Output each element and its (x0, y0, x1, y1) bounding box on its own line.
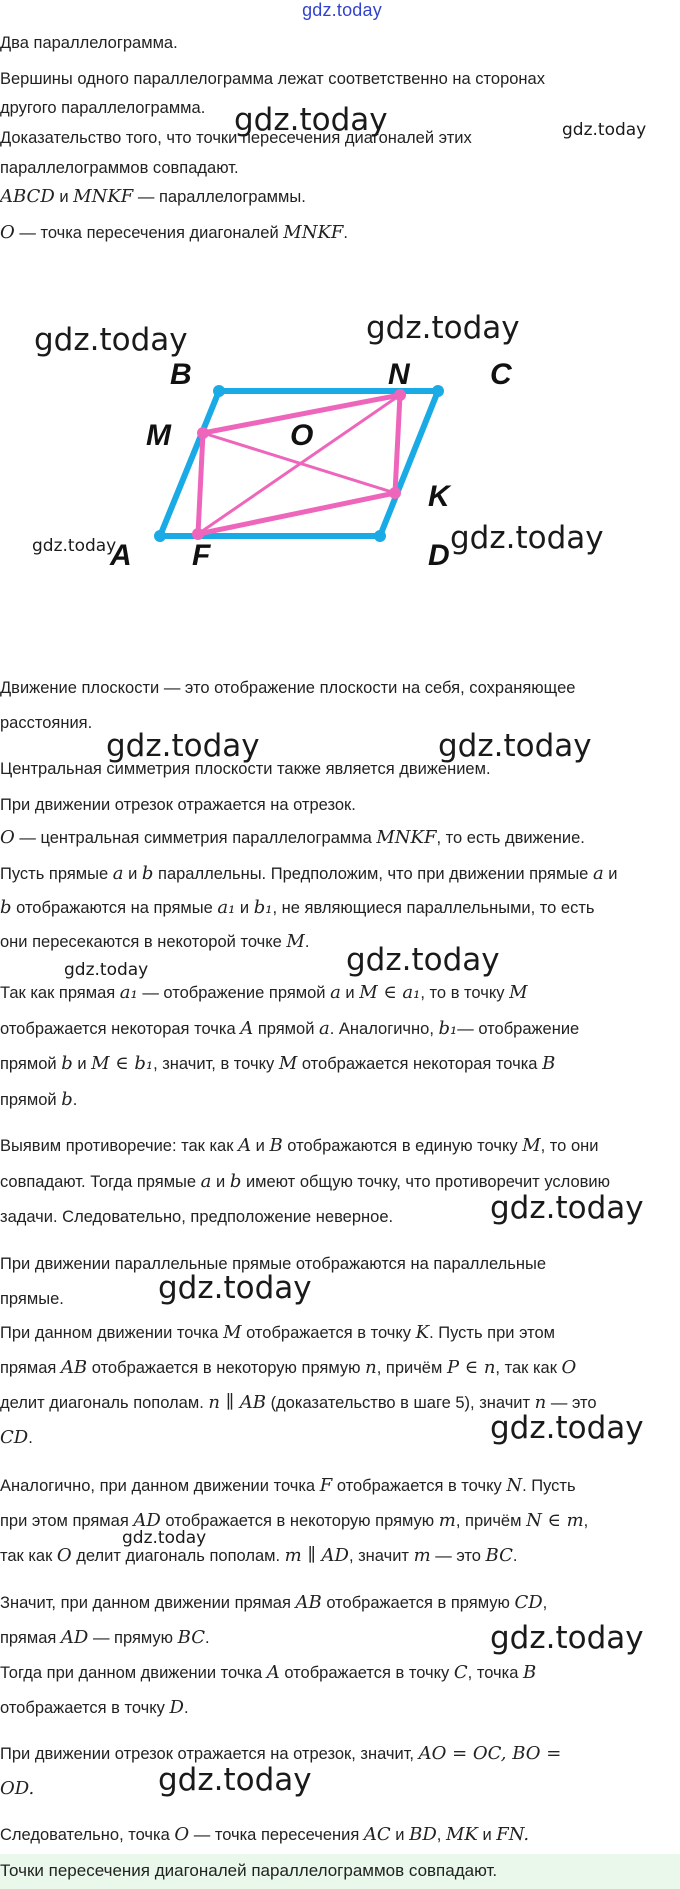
label-O: O (290, 419, 314, 452)
problem-text-line: Доказательство того, что точки пересечения диагоналей этих (0, 129, 472, 147)
inner-parallelogram (198, 395, 400, 534)
watermark: gdz.today (366, 310, 520, 346)
text-line: Аналогично, при данном движении точка F отображается в точку N. Пусть (0, 1475, 576, 1496)
text-line: CD. (0, 1427, 33, 1448)
label-N: N (388, 358, 410, 391)
given-line: ABCD и MNKF — параллелограммы. (0, 186, 306, 207)
label-F: F (192, 539, 211, 572)
text-line: прямая AB отображается в некоторую прямую n, причём P ∈ n, так как O (0, 1357, 577, 1378)
top-watermark: gdz.today (302, 0, 382, 20)
watermark: gdz.today (490, 1410, 644, 1446)
label-B: B (170, 358, 192, 391)
text-line: прямой b и M ∈ b₁, значит, в точку M отображается некоторая точка B (0, 1053, 556, 1074)
text-line: При движении отрезок отражается на отрезок, значит, AO = OC, BO = (0, 1743, 562, 1764)
text-line: расстояния. (0, 714, 93, 732)
watermark: gdz.today (234, 102, 388, 138)
watermark: gdz.today (562, 120, 647, 140)
text-line: Тогда при данном движении точка A отображается в точку C, точка B (0, 1662, 537, 1683)
given-line: O — точка пересечения диагоналей MNKF. (0, 222, 349, 243)
text-line: Центральная симметрия плоскости также является движением. (0, 760, 491, 778)
text-line: Значит, при данном движении прямая AB отображается в прямую CD, (0, 1592, 548, 1613)
text-line: Выявим противоречие: так как A и B отображаются в единую точку M, то они (0, 1135, 599, 1156)
text-line: прямая AD — прямую BC. (0, 1627, 210, 1648)
text-line: совпадают. Тогда прямые a и b имеют общую точку, что противоречит условию (0, 1171, 610, 1192)
text-line: прямые. (0, 1290, 64, 1308)
problem-text-line: параллелограммов совпадают. (0, 159, 239, 177)
text-line: Движение плоскости — это отображение плоскости на себя, сохраняющее (0, 679, 576, 697)
text-line: прямой b. (0, 1089, 78, 1110)
watermark: gdz.today (346, 942, 500, 978)
text-line: Так как прямая a₁ — отображение прямой a и M ∈ a₁, то в точку M (0, 982, 528, 1003)
label-C: C (490, 358, 512, 391)
watermark: gdz.today (450, 520, 604, 556)
watermark: gdz.today (490, 1620, 644, 1656)
problem-text-line: другого параллелограмма. (0, 99, 206, 117)
watermark: gdz.today (158, 1270, 312, 1306)
text-line: Следовательно, точка O — точка пересечения AC и BD, MK и FN. (0, 1824, 530, 1845)
watermark: gdz.today (122, 1528, 207, 1548)
text-line: делит диагональ пополам. n ∥ AB (доказательство в шаге 5), значит n — это (0, 1392, 597, 1413)
text-line: При данном движении точка M отображается в точку K. Пусть при этом (0, 1322, 556, 1343)
text-line: задачи. Следовательно, предположение неверное. (0, 1208, 394, 1226)
watermark: gdz.today (34, 322, 188, 358)
text-line: При движении параллельные прямые отображаются на параллельные (0, 1255, 547, 1273)
label-K: K (428, 480, 450, 513)
conclusion-box (0, 1854, 680, 1889)
text-line: отображается некоторая точка A прямой a. Аналогично, b₁— отображение (0, 1018, 580, 1039)
watermark: gdz.today (64, 960, 149, 980)
label-A: A (110, 539, 132, 572)
problem-title: Два параллелограмма. (0, 34, 178, 52)
text-line: при этом прямая AD отображается в некоторую прямую m, причём N ∈ m, (0, 1510, 589, 1531)
label-M: M (146, 419, 171, 452)
text-line: они пересекаются в некоторой точке M. (0, 931, 310, 952)
text-line: отображается в точку D. (0, 1697, 189, 1718)
conclusion-text: Точки пересечения диагоналей параллелограммов совпадают. (0, 1861, 498, 1880)
text-line: При движении отрезок отражается на отрезок. (0, 796, 356, 814)
watermark: gdz.today (106, 728, 260, 764)
watermark: gdz.today (158, 1762, 312, 1798)
watermark: gdz.today (438, 728, 592, 764)
watermark: gdz.today (490, 1190, 644, 1226)
problem-text-line: Вершины одного параллелограмма лежат соответственно на сторонах (0, 70, 545, 88)
text-line: так как O делит диагональ пополам. m ∥ AD, значит m — это BC. (0, 1545, 518, 1566)
text-line: Пусть прямые a и b параллельны. Предположим, что при движении прямые a и (0, 863, 618, 884)
watermark: gdz.today (32, 536, 117, 556)
text-line: b отображаются на прямые a₁ и b₁, не являющиеся параллельными, то есть (0, 897, 595, 918)
label-D: D (428, 539, 450, 572)
text-line: OD. (0, 1778, 35, 1799)
text-line: O — центральная симметрия параллелограмма MNKF, то есть движение. (0, 827, 585, 848)
